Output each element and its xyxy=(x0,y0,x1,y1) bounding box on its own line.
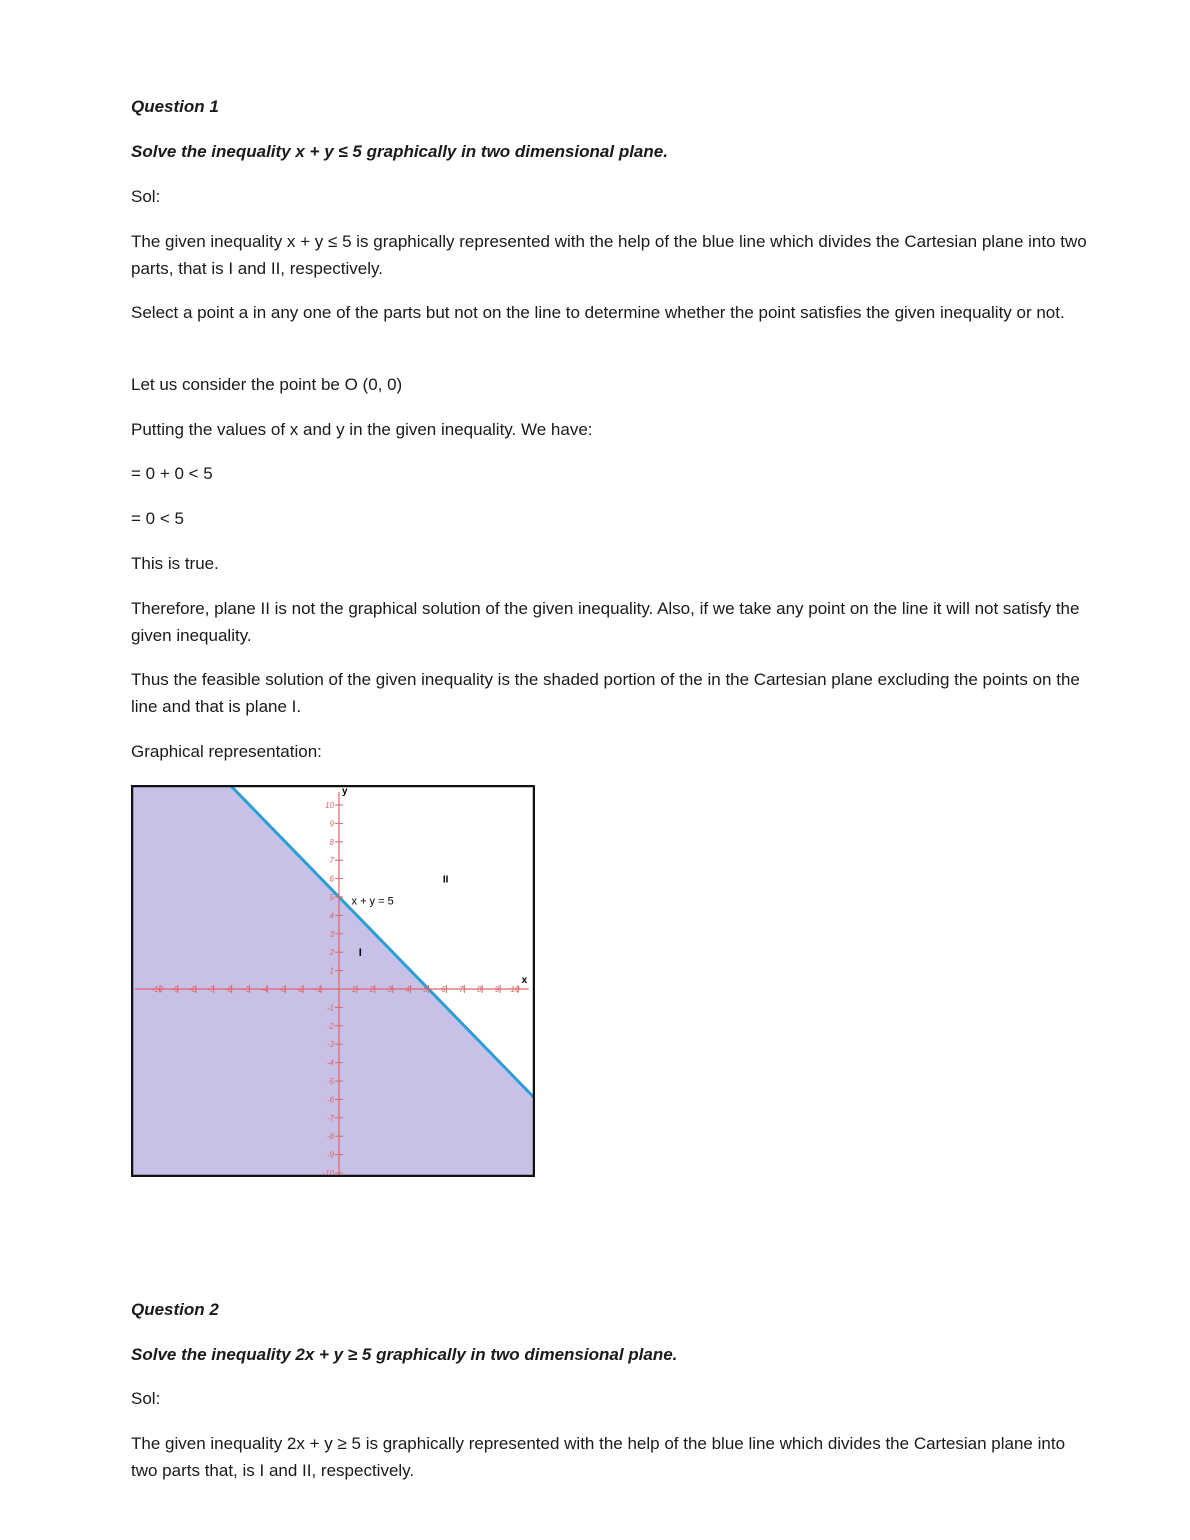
y-tick-label: 4 xyxy=(329,911,334,921)
y-tick-label: 1 xyxy=(329,966,334,976)
x-tick-label: 4 xyxy=(405,985,410,994)
y-tick-label: 9 xyxy=(329,819,334,829)
x-tick-label: -2 xyxy=(296,985,304,994)
y-tick-label: 7 xyxy=(329,856,334,866)
line-equation-label: x + y = 5 xyxy=(351,895,394,908)
x-tick-label: 6 xyxy=(441,985,446,994)
region-ii-label: II xyxy=(442,874,449,886)
y-tick-label: 2 xyxy=(329,948,334,958)
x-tick-label: -7 xyxy=(207,985,215,994)
y-tick-label: 6 xyxy=(329,874,334,884)
y-tick-label: -9 xyxy=(326,1150,334,1160)
x-tick-label: 1 xyxy=(351,985,357,994)
x-tick-label: -3 xyxy=(278,985,286,994)
inequality-graph xyxy=(131,785,535,1177)
q1-paragraph: This is true. xyxy=(131,554,219,573)
x-tick-label: -1 xyxy=(314,985,322,994)
question-1-heading: Question 1 xyxy=(131,97,219,116)
q1-paragraph: Graphical representation: xyxy=(131,742,322,761)
region-i-label: I xyxy=(358,946,362,959)
x-tick-label: 2 xyxy=(369,985,375,994)
question-1-sol-label: Sol: xyxy=(131,187,161,206)
x-tick-label: -8 xyxy=(189,985,197,994)
y-tick-label: 5 xyxy=(329,893,334,902)
y-tick-label: -1 xyxy=(326,1003,334,1013)
x-tick-label: -4 xyxy=(260,985,268,994)
y-tick-label: -2 xyxy=(326,1021,334,1031)
q1-paragraph: The given inequality x + y ≤ 5 is graphically represented with the help of the blue line which divides the Cartesian plane into two parts, that is I and II, respectively. xyxy=(131,232,1087,278)
q1-equation: = 0 + 0 < 5 xyxy=(131,464,213,483)
q1-paragraph: Let us consider the point be O (0, 0) xyxy=(131,375,403,394)
question-1-prompt: Solve the inequality x + y ≤ 5 graphically in two dimensional plane. xyxy=(131,142,668,161)
y-tick-label: -3 xyxy=(326,1040,334,1050)
y-tick-label: 3 xyxy=(329,929,334,939)
graph-canvas xyxy=(131,785,535,1177)
y-tick-label: -4 xyxy=(326,1058,334,1068)
x-axis-label: x xyxy=(521,975,528,986)
x-tick-label: -10 xyxy=(151,985,163,994)
y-tick-label: -7 xyxy=(326,1113,334,1123)
q1-paragraph: Therefore, plane II is not the graphical solution of the given inequality. Also, if we take any point on the line it will not satisfy the given inequality. xyxy=(131,599,1080,645)
q1-paragraph: Putting the values of x and y in the given inequality. We have: xyxy=(131,420,593,439)
y-tick-label: -10 xyxy=(322,1169,334,1177)
question-2-prompt: Solve the inequality 2x + y ≥ 5 graphically in two dimensional plane. xyxy=(131,1345,678,1364)
q2-paragraph: The given inequality 2x + y ≥ 5 is graphically represented with the help of the blue line which divides the Cartesian plane into two parts that, is I and II, respectively. xyxy=(131,1434,1066,1480)
x-tick-label: 9 xyxy=(494,985,500,994)
x-tick-label: -9 xyxy=(171,985,179,994)
x-tick-label: 8 xyxy=(476,985,482,994)
y-tick-label: -6 xyxy=(326,1095,334,1105)
y-tick-label: -5 xyxy=(326,1077,334,1086)
y-axis-label: y xyxy=(342,785,348,797)
x-tick-label: -6 xyxy=(225,985,233,994)
q1-equation: = 0 < 5 xyxy=(131,509,184,528)
x-tick-label: 7 xyxy=(459,985,464,994)
question-2-sol-label: Sol: xyxy=(131,1389,161,1408)
question-2-heading: Question 2 xyxy=(131,1300,219,1319)
y-tick-label: 10 xyxy=(325,801,334,810)
y-tick-label: -8 xyxy=(326,1132,334,1142)
q1-paragraph: Thus the feasible solution of the given inequality is the shaded portion of the in the Cartesian plane excluding the points on the line and that is plane I. xyxy=(131,670,1080,716)
x-tick-label: 5 xyxy=(423,985,428,994)
y-tick-label: 8 xyxy=(329,837,334,847)
q1-paragraph: Select a point a in any one of the parts but not on the line to determine whether the point satisfies the given inequality or not. xyxy=(131,303,1065,322)
x-tick-label: -5 xyxy=(242,985,251,994)
x-tick-label: 3 xyxy=(387,985,392,994)
x-tick-label: 10 xyxy=(510,985,520,994)
